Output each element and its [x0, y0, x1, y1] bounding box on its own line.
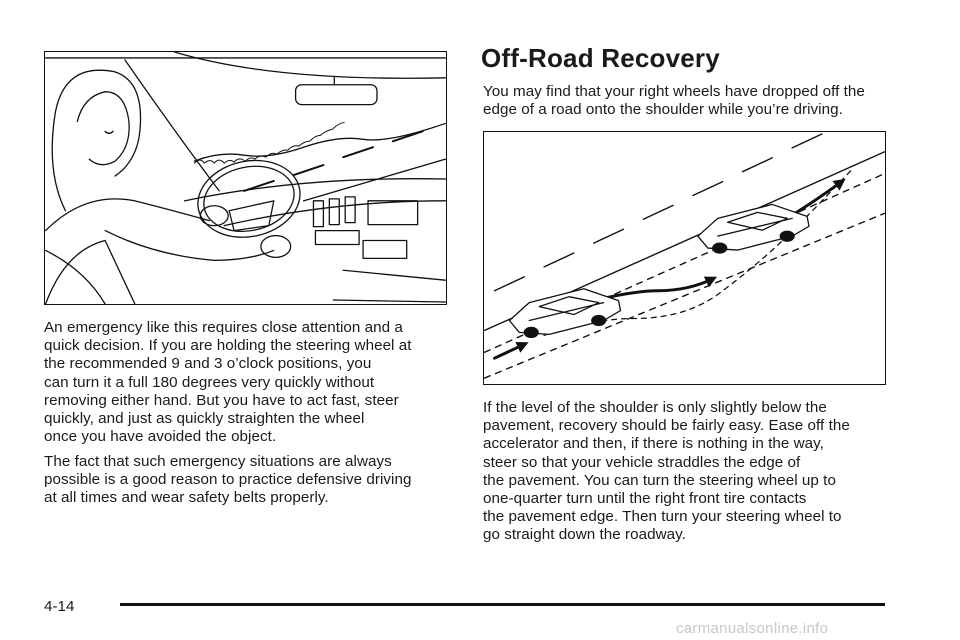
right-hand [261, 236, 291, 258]
paragraph-emergency: An emergency like this requires close attention and a quick decision. If you are holding the steering wheel at the recommended 9 and 3 o’clock positions, you can turn it a full 180 degrees very quickly without removing either hand. But you have to act fast, steer quickly, and just as quickly straighten the wheel once you have avoided the object. [44, 319, 412, 446]
section-heading: Off-Road Recovery [481, 43, 720, 73]
road-edge [304, 159, 446, 201]
page-number: 4-14 [44, 598, 75, 615]
steering-wheel-outer [191, 151, 308, 246]
paragraph-defensive-driving: The fact that such emergency situations are always possible is a good reason to practice defensive driving at all times and wear safety belts properly. [44, 453, 412, 507]
driver-eye [105, 131, 113, 133]
windshield-top-line [175, 52, 446, 78]
dash-vent-1 [313, 201, 323, 227]
driver-illustration [44, 51, 447, 305]
dash-vent-3 [345, 197, 355, 223]
dash-panel [368, 201, 418, 225]
driver-arm-right [105, 231, 274, 261]
driver-steering-icon [45, 52, 446, 304]
watermark: carmanualsonline.info [676, 620, 829, 637]
a-pillar-line [125, 60, 219, 191]
radio-display [363, 241, 407, 259]
car-2 [698, 204, 809, 253]
paragraph-recovery-steps: If the level of the shoulder is only slightly below the pavement, recovery should be fairly easy. Ease off the accelerator and then, if there is nothing in the way, steer so that your vehicle straddles the edge of the pavement. You can turn the steering wheel up to one-quarter turn until the right front tire contacts the pavement edge. Then turn your steering wheel to go straight down the roadway. [483, 399, 850, 544]
footer-rule [120, 603, 885, 606]
console-lines [333, 270, 445, 302]
path-arrow-mid [594, 279, 713, 301]
rearview-mirror [296, 85, 377, 105]
door-line [46, 250, 106, 304]
dash-vent-2 [329, 199, 339, 225]
horizon-line [194, 123, 445, 161]
off-road-recovery-icon [484, 132, 885, 384]
radio-panel [315, 231, 359, 245]
driver-torso [46, 241, 135, 304]
paragraph-intro: You may find that your right wheels have dropped off the edge of a road onto the shoulder while you’re driving. [483, 83, 865, 119]
tree-line [194, 122, 344, 163]
car-1 [509, 289, 620, 338]
outer-shoulder [485, 213, 885, 378]
driver-face [77, 92, 129, 165]
off-road-recovery-diagram [483, 131, 886, 385]
hair-back [52, 112, 65, 211]
driver-hair [56, 70, 141, 176]
driver-arm-left [46, 199, 210, 231]
steering-hub [229, 201, 274, 231]
steering-wheel-inner [198, 158, 300, 239]
